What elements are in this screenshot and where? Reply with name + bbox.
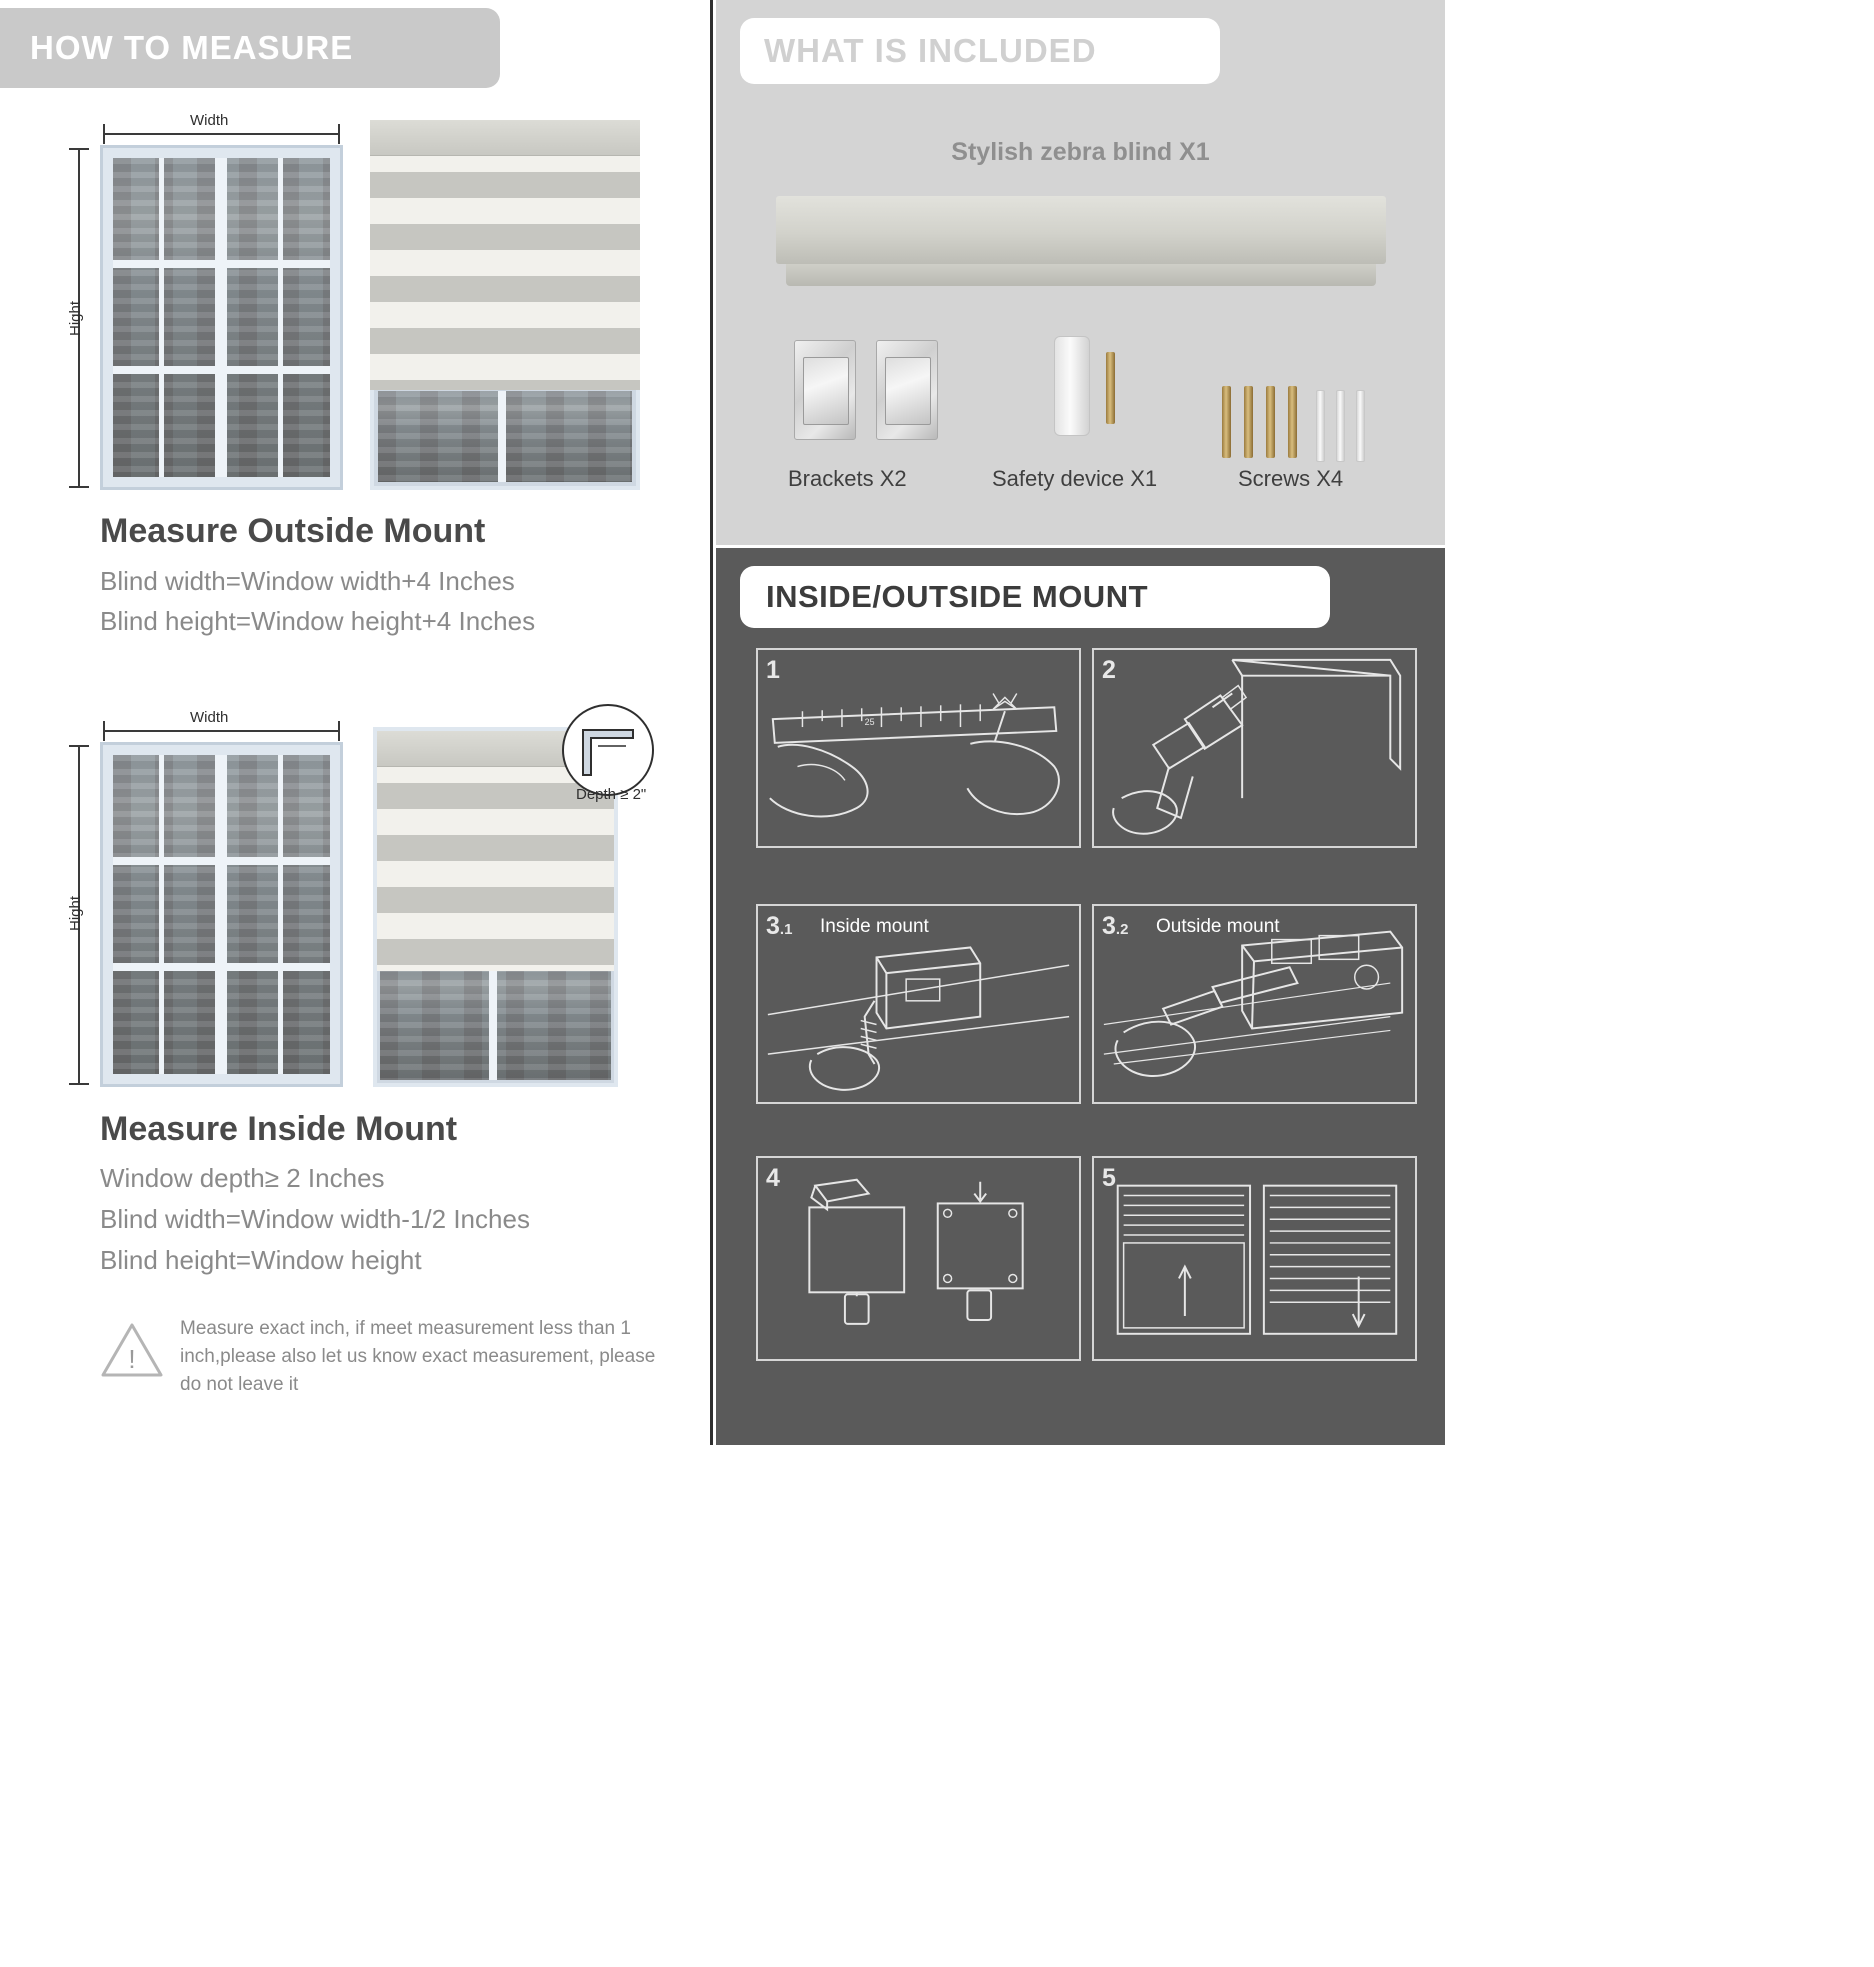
how-to-measure-panel: [0, 0, 713, 1445]
screw-gold-2: [1244, 386, 1253, 458]
step-3-2-sketch: [1094, 906, 1415, 1104]
outside-window-frame: [100, 145, 343, 490]
outside-width-dim-line: [103, 133, 340, 135]
inside-mount-line-1: Window depth≥ 2 Inches: [100, 1163, 385, 1193]
step-2-caption: Punch at marked position: [1808, 1394, 1874, 1481]
anchor-white-3: [1356, 390, 1365, 462]
mullion-thin-2: [278, 158, 283, 477]
step-5-sketch: [1094, 1158, 1415, 1360]
safety-device-caption: Safety device X1: [992, 466, 1158, 491]
how-to-measure-title: HOW TO MEASURE: [30, 29, 354, 66]
zebra-blind-headrail-product: [776, 196, 1386, 264]
mullion-vertical: [215, 158, 227, 477]
step-4-number: 4: [766, 1164, 780, 1192]
warning-triangle-icon: [100, 1321, 164, 1379]
what-is-included-panel: [716, 0, 1445, 545]
inside-outside-mount-title: INSIDE/OUTSIDE MOUNT: [766, 579, 1149, 614]
step-5-number: 5: [1102, 1164, 1116, 1192]
step-3-1-caption: Drill holes & Inside bracket: [1472, 1648, 1535, 1757]
inside-mount-line-3: Blind height=Window height: [100, 1245, 422, 1275]
outside-height-tick-bottom: [69, 486, 89, 488]
mullion-vertical-2: [215, 755, 227, 1074]
step-3-2-caption: Drill holes & Inside bracket: [1808, 1648, 1871, 1757]
inside-blind-window-mullion: [489, 966, 497, 1080]
what-is-included-header: [740, 18, 1220, 84]
inside-height-tick-top: [69, 745, 89, 747]
inside-width-label: Width: [186, 709, 232, 726]
step-2-number: 2: [1102, 656, 1116, 684]
inside-height-tick-bottom: [69, 1083, 89, 1085]
safety-device-part: [1054, 336, 1090, 436]
mullion-horizontal-1: [113, 260, 330, 268]
measure-warning-text: Measure exact inch, if meet measurement less than 1 inch,please also let us know exact measurement, please do not leave it: [180, 1318, 656, 1395]
step-4-caption: Install the blind: [1472, 1901, 1522, 1966]
inside-mount-title: Measure Inside Mount: [100, 1110, 458, 1148]
zebra-stripes: [370, 120, 640, 390]
outside-height-label: Hight: [67, 300, 85, 337]
step-3-2-inline-title: Outside mount: [1156, 916, 1280, 937]
inside-outside-mount-header: [740, 566, 1330, 628]
outside-width-tick-right: [338, 124, 340, 144]
step-2: [1092, 648, 1417, 848]
zebra-blind-headrail-lip: [786, 264, 1376, 286]
safety-device-screw: [1106, 352, 1115, 424]
inside-blind-window-below: [377, 963, 614, 1083]
outside-mount-line-2: Blind height=Window height+4 Inches: [100, 606, 536, 636]
step-3-1-sketch: [758, 906, 1079, 1104]
what-is-included-title: WHAT IS INCLUDED: [764, 32, 1097, 69]
anchor-white-1: [1316, 390, 1325, 462]
inside-width-tick-right: [338, 721, 340, 741]
step-3-1-number: 3.1: [766, 912, 793, 940]
step-5-caption: Finish: [1808, 1901, 1859, 1922]
outside-mount-title: Measure Outside Mount: [100, 512, 486, 550]
brackets-caption: Brackets X2: [788, 466, 907, 491]
step-4: [756, 1156, 1081, 1361]
inside-outside-mount-panel: [716, 548, 1874, 1966]
step-5: [1092, 1156, 1417, 1361]
step-1-caption: Mark install loca- tions: [1472, 1394, 1521, 1481]
step-3-1: [756, 904, 1081, 1104]
bracket-part-2: [876, 340, 938, 440]
inside-window-frame: [100, 742, 343, 1087]
step-3-2: [1092, 904, 1417, 1104]
inside-height-label: Hight: [67, 895, 85, 932]
outside-zebra-blind: [370, 120, 640, 390]
step-1: [756, 648, 1081, 848]
outside-blind-window-below: [370, 383, 640, 490]
step-3-2-number: 3.2: [1102, 912, 1129, 940]
screw-gold-1: [1222, 386, 1231, 458]
inside-width-tick-left: [103, 721, 105, 741]
step-4-sketch: [758, 1158, 1079, 1360]
step-3-1-inline-title: Inside mount: [820, 916, 929, 937]
outside-height-tick-top: [69, 148, 89, 150]
screw-gold-3: [1266, 386, 1275, 458]
step-1-number: 1: [766, 656, 780, 684]
screws-caption: Screws X4: [1238, 466, 1344, 491]
mullion-horizontal-3: [113, 857, 330, 865]
blind-headrail: [370, 120, 640, 156]
mullion-thin-3: [159, 755, 164, 1074]
screw-gold-4: [1288, 386, 1297, 458]
mullion-horizontal-4: [113, 963, 330, 971]
svg-text:!: !: [128, 1344, 136, 1374]
mullion-horizontal-2: [113, 366, 330, 374]
mullion-thin-1: [159, 158, 164, 477]
bracket-part-1: [794, 340, 856, 440]
outside-width-label: Width: [186, 112, 232, 129]
outside-mount-line-1: Blind width=Window width+4 Inches: [100, 566, 515, 596]
svg-text:25: 25: [864, 717, 875, 728]
step-2-sketch: [1094, 650, 1415, 848]
inside-mount-line-2: Blind width=Window width-1/2 Inches: [100, 1204, 530, 1234]
included-main-item-label: Stylish zebra blind X1: [951, 138, 1210, 166]
outside-blind-window-mullion: [498, 391, 506, 482]
anchor-white-2: [1336, 390, 1345, 462]
depth-label: Depth ≥ 2": [576, 786, 647, 803]
step-1-sketch: [758, 650, 1079, 848]
how-to-measure-header: [0, 8, 500, 88]
depth-callout-circle: [558, 700, 658, 800]
inside-width-dim-line: [103, 730, 340, 732]
outside-width-tick-left: [103, 124, 105, 144]
outside-mount-blind-group: [370, 120, 640, 490]
mullion-thin-4: [278, 755, 283, 1074]
